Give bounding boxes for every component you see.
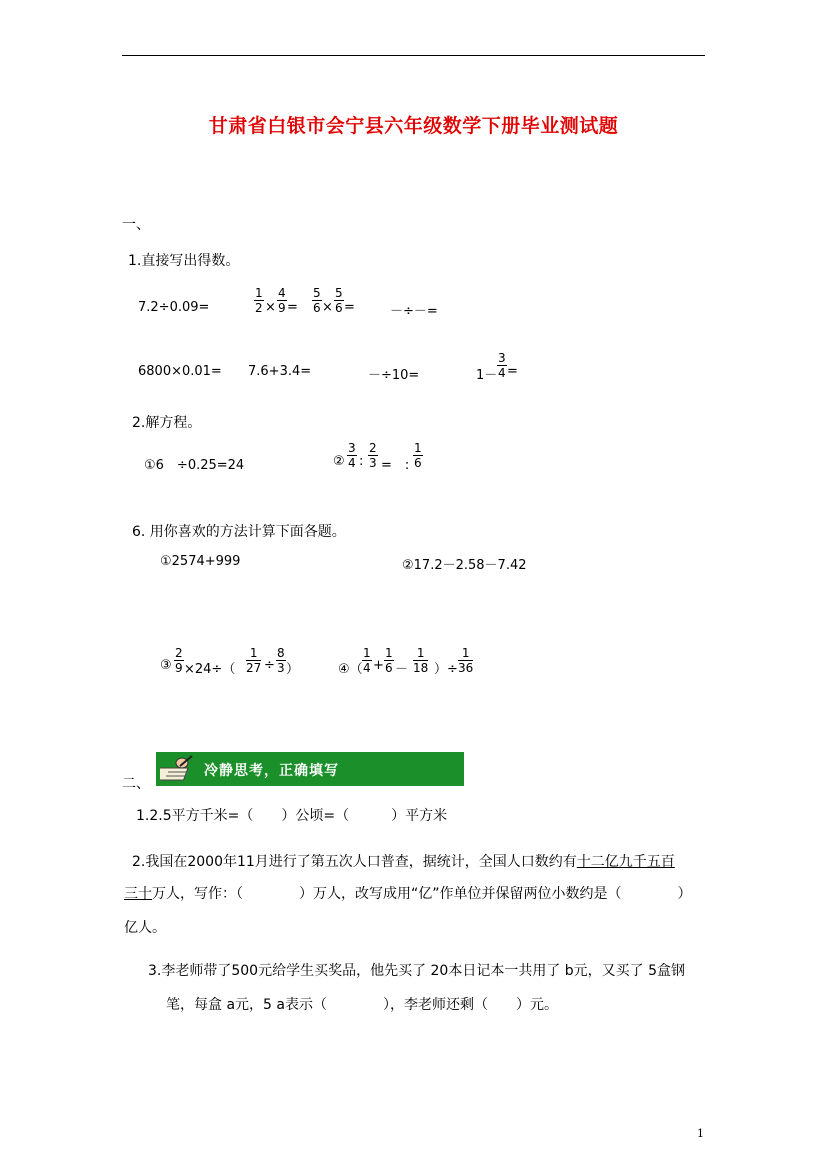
fraction: 1 36 [458, 646, 474, 675]
fraction: 2 9 [175, 646, 183, 675]
fill-q3-line2: 笔，每盒 a元，5 a表示（ ），李老师还剩（ ）元。 [166, 997, 558, 1013]
fraction: 8 3 [277, 646, 285, 675]
calc-2c: －÷10= [368, 368, 420, 383]
q6-label: 6. 用你喜欢的方法计算下面各题。 [132, 524, 346, 540]
fill-q2-line3: 亿人。 [124, 920, 166, 936]
fraction: 1 27 [246, 646, 262, 675]
equation-2-mid: = : [381, 458, 410, 473]
fraction: 1 2 [255, 286, 263, 315]
section-banner [156, 752, 464, 786]
banner-text: 冷静思考，正确填写 [204, 763, 339, 779]
equals: = [507, 364, 518, 379]
operator: ÷ [264, 658, 275, 673]
fraction: 5 6 [335, 286, 343, 315]
fraction: 3 4 [348, 441, 356, 470]
fraction: 5 6 [313, 286, 321, 315]
calc-problem-2: ②17.2－2.58－7.42 [402, 558, 527, 573]
fraction: 1 6 [414, 441, 422, 470]
calc-1a: 7.2÷0.09= [138, 300, 210, 315]
equals: = [287, 300, 298, 315]
colon: : [359, 454, 364, 469]
fill-q2-underline-2: 三十 [124, 886, 152, 902]
fraction: 4 9 [278, 286, 286, 315]
fill-q1: 1.2.5平方千米=（ ）公顷=（ ）平方米 [136, 808, 448, 824]
fill-q3-line1: 3.李老师带了500元给学生买奖品，他先买了 20本日记本一共用了 b元，又买了 5盒钢 [148, 963, 686, 979]
fraction: 2 3 [369, 441, 377, 470]
writing-hand-icon [160, 754, 198, 784]
operator: × [265, 300, 276, 315]
calc-problem-1: ①2574+999 [160, 554, 241, 569]
q1-label: 1.直接写出得数。 [128, 253, 240, 269]
calc-2d-prefix: 1－ [476, 368, 498, 383]
fill-q2-text-b: 万人，写作：（ ）万人，改写成用“亿”作单位并保留两位小数约是（ ） [152, 886, 692, 902]
fraction: 1 4 [363, 646, 371, 675]
section-1-label: 一、 [122, 217, 150, 233]
equation-1: ①6 ÷0.25=24 [144, 458, 245, 473]
fraction: 1 18 [413, 646, 429, 675]
page-number: 1 [697, 1127, 704, 1140]
operator: + [373, 658, 384, 673]
operator: － [395, 662, 409, 677]
fill-q2-line2 [124, 883, 692, 903]
operator: × [322, 300, 333, 315]
fill-q2-line1 [132, 851, 675, 871]
page-title: 甘肃省白银市会宁县六年级数学下册毕业测试题 [208, 115, 619, 137]
calc-1d: －÷－= [390, 304, 438, 319]
calc-2a: 6800×0.01= [138, 364, 222, 379]
calc-2b: 7.6+3.4= [248, 364, 312, 379]
calc-problem-3-prefix: ③ [160, 658, 172, 673]
fill-q2-text-a: 2.我国在2000年11月进行了第五次人口普查，据统计，全国人口数约有 [132, 854, 577, 870]
fraction: 1 6 [385, 646, 393, 675]
equation-2-prefix: ② [333, 454, 345, 469]
q2-label: 2.解方程。 [132, 415, 202, 431]
calc-problem-4-mid: ）÷ [434, 662, 458, 677]
section-2-label: 二、 [122, 776, 150, 792]
fraction: 3 4 [498, 351, 506, 380]
header-rule [122, 55, 705, 56]
equals: = [344, 300, 355, 315]
paren: ） [286, 662, 300, 677]
fill-q2-underline-1: 十二亿九千五百 [576, 854, 675, 870]
calc-problem-4-prefix: ④（ [338, 662, 363, 677]
calc-problem-3-mid: ×24÷（ [184, 662, 236, 677]
